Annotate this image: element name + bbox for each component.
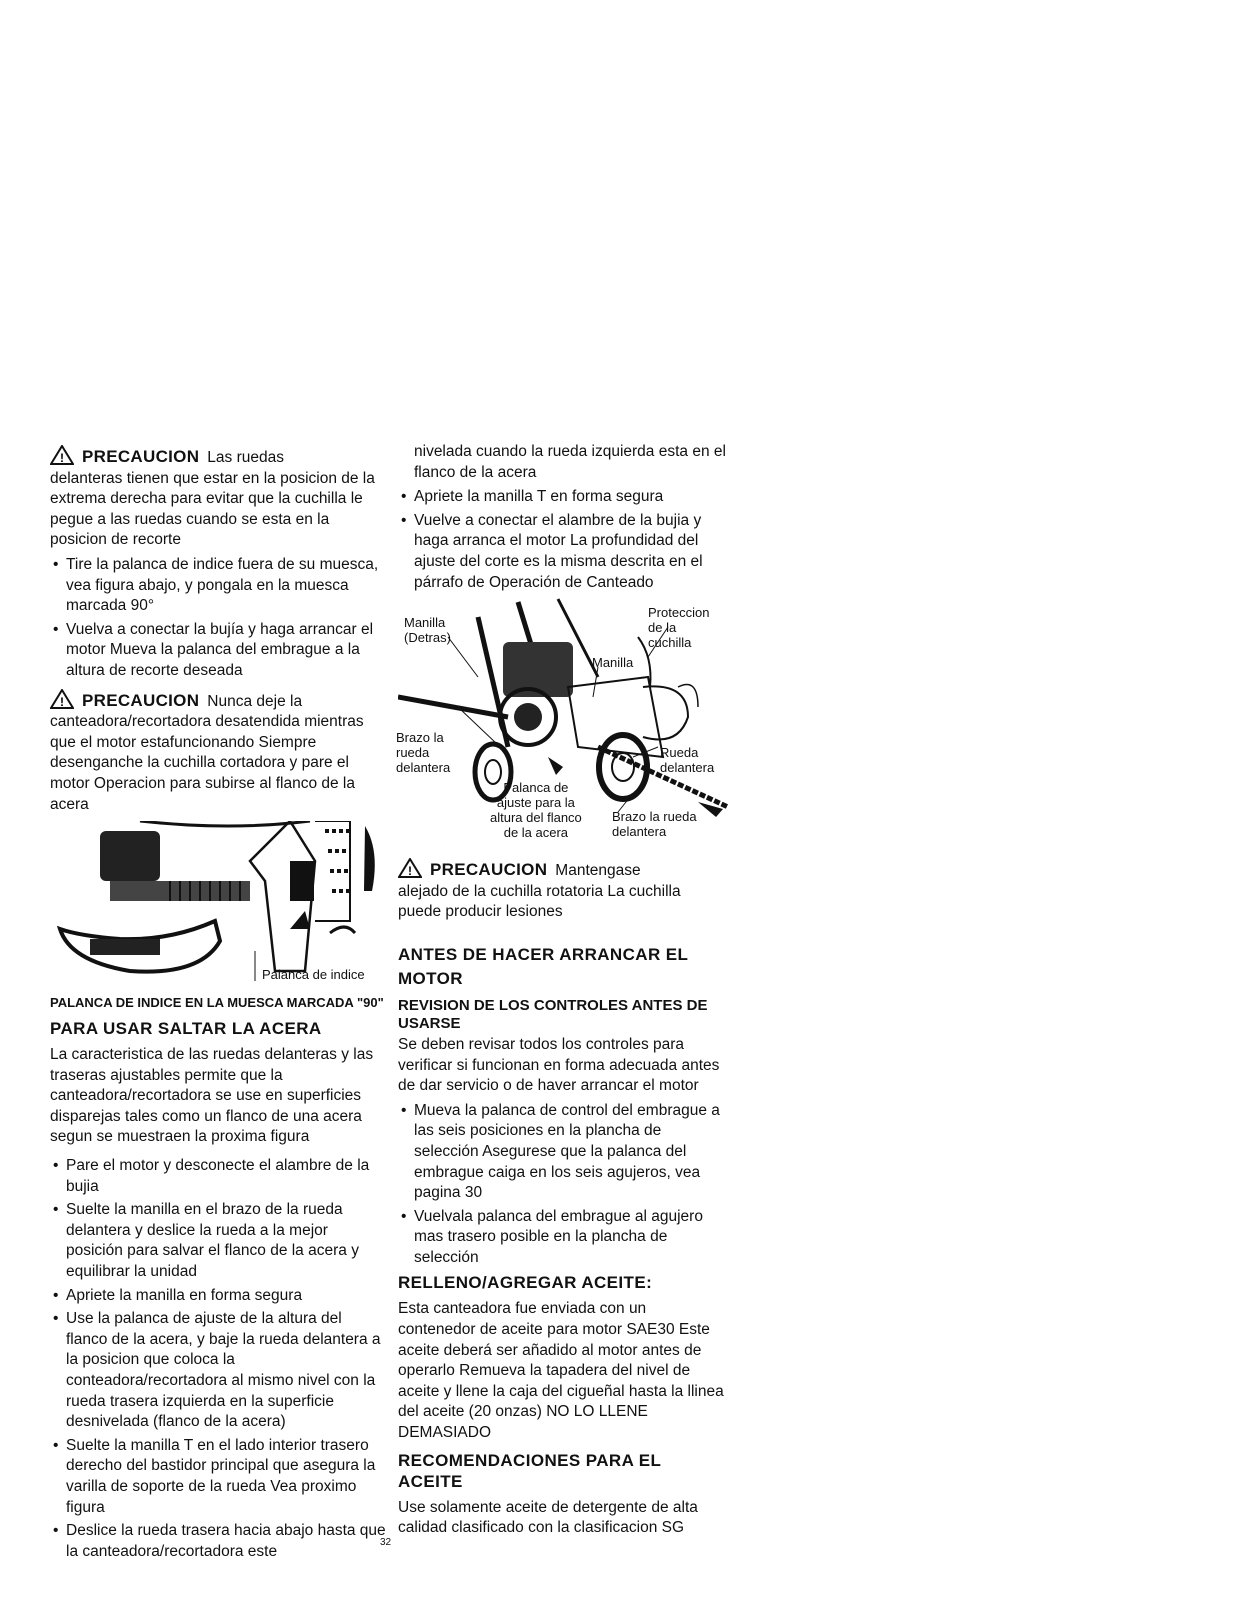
caution-lead: Las ruedas [207,449,284,466]
caution-body: delanteras tienen que estar en la posicion de la extrema derecha para evitar que la cuchilla le pegue a las ruedas cuando se esta en la posicion de recorte [50,469,375,549]
section-body: La caracteristica de las ruedas delanteras y las traseras ajustables permite que la canteadora/recortadora se use en superficies disparejas tales como un flanco de una acera segun se muestraen la proxima figura [50,1046,374,1146]
index-lever-illustration [50,821,386,981]
figure-index-lever [50,821,386,981]
caution-title: PRECAUCION [82,690,200,710]
warning-icon [398,858,422,878]
label-manilla-detras: Manilla (Detras) [404,615,451,646]
list-item: • Suelte la manilla en el brazo de la rueda delantera y deslice la rueda a la mejor posición para salvar el flanco de la acera y equilibrar la unidad [50,1200,386,1282]
section-body: Se deben revisar todos los controles para verificar si funcionan en forma adecuada antes de dar servicio o de haver arrancar el motor [398,1035,720,1095]
svg-text:!: ! [408,864,412,879]
list-item: • Pare el motor y desconecte el alambre de la bujia [50,1156,386,1197]
bullet-list-4 [398,1101,728,1269]
section-body: Esta canteadora fue enviada con un contenedor de aceite para motor SAE30 Este aceite deberá ser añadido al motor antes de operarlo Remueva la tapadera del nivel de aceite y llene la caja del cigueñal hasta la llinea del aceite (20 onzas) NO LO LLENE DEMASIADO [398,1300,724,1442]
left-column [50,442,386,1566]
caution-heading-3 [398,855,728,882]
figure-caption: PALANCA DE INDICE EN LA MUESCA MARCADA "90" [50,995,384,1011]
list-item: • Tire la palanca de indice fuera de su muesca, vea figura abajo, y pongala en la muesca marcada 90° [50,555,386,617]
list-item: • Deslice la rueda trasera hacia abajo hasta que la canteadora/recortadora este [50,1521,386,1562]
list-item: • Vuelvala palanca del embrague al agujero mas trasero posible en la plancha de selección [398,1207,728,1269]
figure-curb-wheel [398,597,728,841]
label-manilla: Manilla [592,655,634,671]
caution-heading-2 [50,686,386,713]
list-item: • Apriete la manilla en forma segura [50,1286,386,1307]
bullet-list-2 [50,1156,386,1562]
page-number: 32 [380,1537,392,1548]
caution-title: PRECAUCION [430,860,548,880]
section-subtitle: REVISION DE LOS CONTROLES ANTES DE USARSE [398,996,708,1032]
warning-icon [50,689,74,709]
svg-text:!: ! [60,451,64,465]
right-column [398,442,728,1539]
label-rueda-delantera: Rueda delantera [660,745,715,776]
bullet-list-1 [50,555,386,682]
list-item: • Vuelva a conectar la bujía y haga arrancar el motor Mueva la palanca del embrague a la altura de recorte deseada [50,620,386,682]
list-item: • Suelte la manilla T en el lado interior trasero derecho del bastidor principal que asegura la varilla de soporte de la rueda Vea proximo figura [50,1436,386,1518]
label-proteccion: Proteccion de la cuchilla [648,605,710,651]
section-title: RELLENO/AGREGAR ACEITE: [398,1273,653,1293]
label-brazo-rueda-left: Brazo la rueda delantera [396,730,451,776]
svg-text:!: ! [60,694,64,709]
label-brazo-rueda-right: Brazo la rueda delantera [612,809,697,840]
list-item: • Apriete la manilla T en forma segura [398,487,728,508]
section-title: PARA USAR SALTAR LA ACERA [50,1019,322,1039]
label-palanca-ajuste: Palanca de ajuste para la altura del flanco de la acera [490,780,582,841]
section-body: Use solamente aceite de detergente de alta calidad clasificado con la clasificacion SG [398,1498,698,1537]
continued-text: nivelada cuando la rueda izquierda esta en el flanco de la acera [414,443,726,481]
caution-heading-1 [50,442,386,469]
bullet-list-3 [398,487,728,593]
section-title: RECOMENDACIONES PARA EL ACEITE [398,1450,661,1491]
caution-lead: Mantengase [555,862,641,880]
figure-label: Palanca de indice [262,967,365,983]
section-title: ANTES DE HACER ARRANCAR EL MOTOR [398,944,688,988]
list-item: • Use la palanca de ajuste de la altura del flanco de la acera, y baje la rueda delantera a la posicion que coloca la conteadora/recortadora al mismo nivel con la rueda trasera izquierda en la superficie desnivelada (flanco de la acera) [50,1309,386,1433]
caution-body: alejado de la cuchilla rotatoria La cuchilla puede producir lesiones [398,882,681,921]
list-item: • Vuelve a conectar el alambre de la bujia y haga arranca el motor La profundidad del ajuste del corte es la misma descrita en el párrafo de Operación de Canteado [398,511,728,593]
caution-title: PRECAUCION [82,447,200,466]
warning-icon [50,445,74,465]
caution-body: canteadora/recortadora desatendida mientras que el motor estafuncionando Siempre desenganche la cuchilla cortadora y pare el motor Operacion para subirse al flanco de la acera [50,713,364,813]
caution-lead: Nunca deje la [207,692,303,710]
list-item: • Mueva la palanca de control del embrague a las seis posiciones en la plancha de selección Asegurese que la palanca del embrague caiga en los seis agujeros, vea pagina 30 [398,1101,728,1204]
